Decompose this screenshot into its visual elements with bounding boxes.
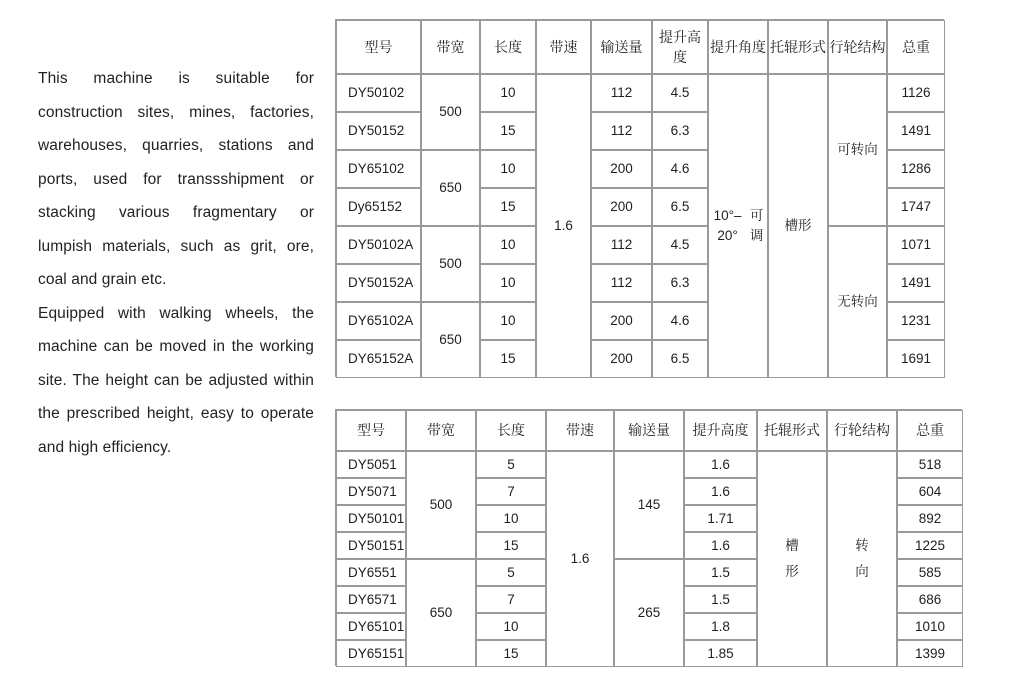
table1-length-cell: 10 [480, 226, 536, 264]
table2-belt-width-cell: 650 [406, 559, 476, 667]
table2-model-cell: DY6571 [336, 586, 406, 613]
table2-total-weight-cell: 604 [897, 478, 963, 505]
table2-belt-speed-cell: 1.6 [546, 451, 614, 667]
table2-total-weight-cell: 518 [897, 451, 963, 478]
table1-total-weight-cell: 1126 [887, 74, 945, 112]
table1-belt-width-cell: 650 [421, 150, 480, 226]
table2-lift-height-cell: 1.8 [684, 613, 757, 640]
table1-capacity-cell: 112 [591, 112, 652, 150]
table1-model-cell: Dy65152 [336, 188, 421, 226]
table1-header-6: 提升角度 [708, 20, 768, 74]
table2-length-cell: 7 [476, 478, 546, 505]
table1-lift-height-cell: 4.6 [652, 302, 708, 340]
table1-wheel-structure-cell: 可转向 [828, 74, 887, 226]
table1-lift-angle-cell [708, 74, 768, 378]
table1-capacity-cell: 200 [591, 150, 652, 188]
table1-lift-height-cell: 6.3 [652, 264, 708, 302]
specification-table-2 [335, 409, 962, 666]
table1-model-cell: DY50152A [336, 264, 421, 302]
table2-model-cell: DY50151 [336, 532, 406, 559]
table1-length-cell: 15 [480, 188, 536, 226]
table2-length-cell: 5 [476, 559, 546, 586]
table1-belt-width-cell: 650 [421, 302, 480, 378]
table2-lift-height-cell: 1.6 [684, 451, 757, 478]
table1-total-weight-cell: 1286 [887, 150, 945, 188]
table1-header-0: 型号 [336, 20, 421, 74]
table1-length-cell: 10 [480, 264, 536, 302]
cell-line: 10°–20° [713, 208, 742, 243]
table2-header-2: 长度 [476, 410, 546, 451]
table2-belt-width-cell: 500 [406, 451, 476, 559]
stacked-char: 向 [855, 564, 869, 579]
stacked-char: 转 [855, 538, 869, 554]
table1-model-cell: DY50152 [336, 112, 421, 150]
table1-length-cell: 15 [480, 340, 536, 378]
table2-header-6: 托辊形式 [757, 410, 827, 451]
table2-total-weight-cell: 686 [897, 586, 963, 613]
table1-length-cell: 10 [480, 302, 536, 340]
table1-total-weight-cell: 1071 [887, 226, 945, 264]
table2-model-cell: DY5051 [336, 451, 406, 478]
table1-lift-height-cell: 4.5 [652, 74, 708, 112]
table1-header-5: 提升高度 [652, 20, 708, 74]
table1-lift-height-cell: 6.3 [652, 112, 708, 150]
table1-model-cell: DY65152A [336, 340, 421, 378]
table1-header-2: 长度 [480, 20, 536, 74]
table2-lift-height-cell: 1.85 [684, 640, 757, 667]
table1-belt-speed-cell: 1.6 [536, 74, 591, 378]
table2-length-cell: 15 [476, 532, 546, 559]
table1-total-weight-cell: 1691 [887, 340, 945, 378]
stacked-char: 槽 [785, 538, 799, 554]
table1-idler-type-cell: 槽形 [768, 74, 828, 378]
table1-length-cell: 10 [480, 74, 536, 112]
table2-lift-height-cell: 1.5 [684, 559, 757, 586]
table1-total-weight-cell: 1491 [887, 112, 945, 150]
table2-wheel-structure-cell [827, 451, 897, 667]
table1-capacity-cell: 200 [591, 340, 652, 378]
description-paragraph-1: This machine is suitable for construction sites, mines, factories, warehouses, quarries, stations and ports, used for transsshipment or stacking various fragmentary or lumpish materials, such as grit, ore, coal and grain etc. [38, 70, 314, 288]
table1-header-8: 行轮结构 [828, 20, 887, 74]
table1-lift-height-cell: 4.6 [652, 150, 708, 188]
specification-table-1 [335, 19, 944, 377]
table2-header-8: 总重 [897, 410, 963, 451]
table1-lift-height-cell: 4.5 [652, 226, 708, 264]
table1-wheel-structure-cell: 无转向 [828, 226, 887, 378]
table2-lift-height-cell: 1.6 [684, 532, 757, 559]
table2-idler-type-cell [757, 451, 827, 667]
description-paragraph-2: Equipped with walking wheels, the machine can be moved in the working site. The height can be adjusted within the prescribed height, easy to operate and high efficiency. [38, 304, 314, 456]
cell-line: 可调 [749, 208, 764, 243]
table1-total-weight-cell: 1747 [887, 188, 945, 226]
table2-length-cell: 15 [476, 640, 546, 667]
table1-length-cell: 10 [480, 150, 536, 188]
table2-model-cell: DY65151 [336, 640, 406, 667]
table2-header-0: 型号 [336, 410, 406, 451]
table1-length-cell: 15 [480, 112, 536, 150]
table1-model-cell: DY65102 [336, 150, 421, 188]
table2-total-weight-cell: 1010 [897, 613, 963, 640]
table1-header-1: 带宽 [421, 20, 480, 74]
table1-lift-height-cell: 6.5 [652, 188, 708, 226]
table2-total-weight-cell: 1399 [897, 640, 963, 667]
table2-length-cell: 5 [476, 451, 546, 478]
table1-header-7: 托辊形式 [768, 20, 828, 74]
table1-model-cell: DY65102A [336, 302, 421, 340]
table2-model-cell: DY50101 [336, 505, 406, 532]
table2-header-7: 行轮结构 [827, 410, 897, 451]
table1-capacity-cell: 112 [591, 226, 652, 264]
stacked-char: 形 [785, 564, 799, 579]
table2-total-weight-cell: 585 [897, 559, 963, 586]
description-block [38, 62, 314, 464]
table1-capacity-cell: 200 [591, 302, 652, 340]
table2-capacity-cell: 265 [614, 559, 684, 667]
table2-lift-height-cell: 1.5 [684, 586, 757, 613]
table2-header-4: 输送量 [614, 410, 684, 451]
table1-belt-width-cell: 500 [421, 226, 480, 302]
table2-model-cell: DY5071 [336, 478, 406, 505]
table2-lift-height-cell: 1.71 [684, 505, 757, 532]
table1-header-9: 总重 [887, 20, 945, 74]
table1-model-cell: DY50102A [336, 226, 421, 264]
table1-total-weight-cell: 1491 [887, 264, 945, 302]
table1-header-4: 输送量 [591, 20, 652, 74]
table2-length-cell: 10 [476, 613, 546, 640]
table2-header-3: 带速 [546, 410, 614, 451]
table2-total-weight-cell: 1225 [897, 532, 963, 559]
table2-header-5: 提升高度 [684, 410, 757, 451]
table1-capacity-cell: 112 [591, 74, 652, 112]
table2-length-cell: 10 [476, 505, 546, 532]
table2-lift-height-cell: 1.6 [684, 478, 757, 505]
table1-header-3: 带速 [536, 20, 591, 74]
table2-model-cell: DY6551 [336, 559, 406, 586]
table2-total-weight-cell: 892 [897, 505, 963, 532]
table1-model-cell: DY50102 [336, 74, 421, 112]
table2-model-cell: DY65101 [336, 613, 406, 640]
table1-capacity-cell: 112 [591, 264, 652, 302]
table2-capacity-cell: 145 [614, 451, 684, 559]
table2-length-cell: 7 [476, 586, 546, 613]
table1-belt-width-cell: 500 [421, 74, 480, 150]
table1-total-weight-cell: 1231 [887, 302, 945, 340]
table1-lift-height-cell: 6.5 [652, 340, 708, 378]
table1-capacity-cell: 200 [591, 188, 652, 226]
table2-header-1: 带宽 [406, 410, 476, 451]
